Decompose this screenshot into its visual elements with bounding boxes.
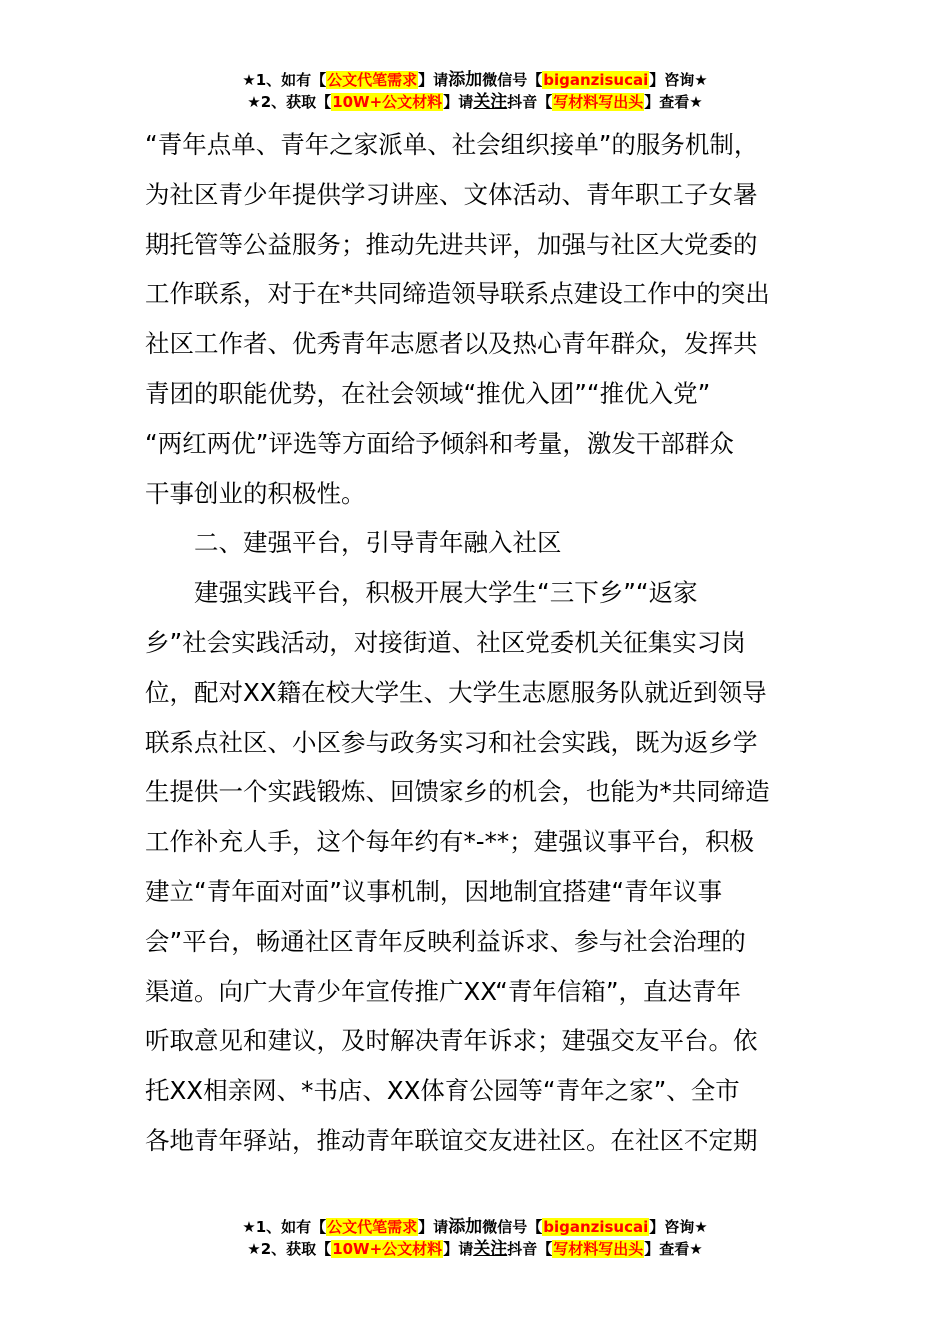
- highlight-service: 公文代笔需求: [327, 1218, 418, 1236]
- header-banner: [0, 69, 950, 113]
- body-line: 青团的职能优势，在社会领域“推优入团”“推优入党”: [145, 378, 711, 408]
- body-line: 托XX相亲网、*书店、XX体育公园等“青年之家”、全市: [145, 1076, 740, 1106]
- body-line: 位，配对XX籍在校大学生、大学生志愿服务队就近到领导: [145, 677, 767, 707]
- body-line: 听取意见和建议，及时解决青年诉求；建强交友平台。依: [145, 1026, 758, 1056]
- footer-banner: [0, 1216, 950, 1260]
- body-line: 建立“青年面对面”议事机制，因地制宜搭建“青年议事: [145, 876, 723, 906]
- banner-line-1: ★1、如有【公文代笔需求】请添加微信号【biganzisucai】咨询★: [242, 70, 708, 90]
- document-body: [145, 120, 810, 1166]
- body-line: 期托管等公益服务；推动先进共评，加强与社区大党委的: [145, 229, 758, 259]
- body-line: 建强实践平台，积极开展大学生“三下乡”“返家: [194, 578, 698, 608]
- body-line: 工作联系，对于在*共同缔造领导联系点建设工作中的突出: [145, 279, 770, 309]
- highlight-materials: 10W+公文材料: [332, 1240, 443, 1258]
- highlight-wechat-id: biganzisucai: [543, 1218, 649, 1236]
- banner-line-2: ★2、获取【10W+公文材料】请关注抖音【写材料写出头】查看★: [247, 1239, 703, 1259]
- highlight-materials: 10W+公文材料: [332, 93, 443, 111]
- body-line: 联系点社区、小区参与政务实习和社会实践，既为返乡学: [145, 727, 758, 757]
- banner-line-2: ★2、获取【10W+公文材料】请关注抖音【写材料写出头】查看★: [247, 92, 703, 112]
- banner-line-1: ★1、如有【公文代笔需求】请添加微信号【biganzisucai】咨询★: [242, 1217, 708, 1237]
- body-line: 渠道。向广大青少年宣传推广XX“青年信箱”，直达青年: [145, 976, 742, 1006]
- body-line: “青年点单、青年之家派单、社会组织接单”的服务机制，: [145, 130, 759, 159]
- body-line: 干事创业的积极性。: [145, 478, 366, 508]
- body-line: 会”平台，畅通社区青年反映利益诉求、参与社会治理的: [145, 926, 746, 956]
- body-line: 工作补充人手，这个每年约有*-**；建强议事平台，积极: [145, 827, 755, 857]
- highlight-douyin: 写材料写出头: [553, 93, 644, 111]
- highlight-douyin: 写材料写出头: [553, 1240, 644, 1258]
- body-line: 乡”社会实践活动，对接街道、社区党委机关征集实习岗: [145, 627, 746, 657]
- body-line: 生提供一个实践锻炼、回馈家乡的机会，也能为*共同缔造: [145, 777, 770, 807]
- body-line: 各地青年驿站，推动青年联谊交友进社区。在社区不定期: [145, 1125, 758, 1155]
- body-line: 社区工作者、优秀青年志愿者以及热心青年群众，发挥共: [145, 329, 758, 359]
- body-line: 为社区青少年提供学习讲座、文体活动、青年职工子女暑: [145, 179, 758, 209]
- section-heading: 二、建强平台，引导青年融入社区: [194, 528, 562, 558]
- body-line: “两红两优”评选等方面给予倾斜和考量，激发干部群众: [145, 428, 734, 458]
- highlight-service: 公文代笔需求: [327, 71, 418, 89]
- highlight-wechat-id: biganzisucai: [543, 71, 649, 89]
